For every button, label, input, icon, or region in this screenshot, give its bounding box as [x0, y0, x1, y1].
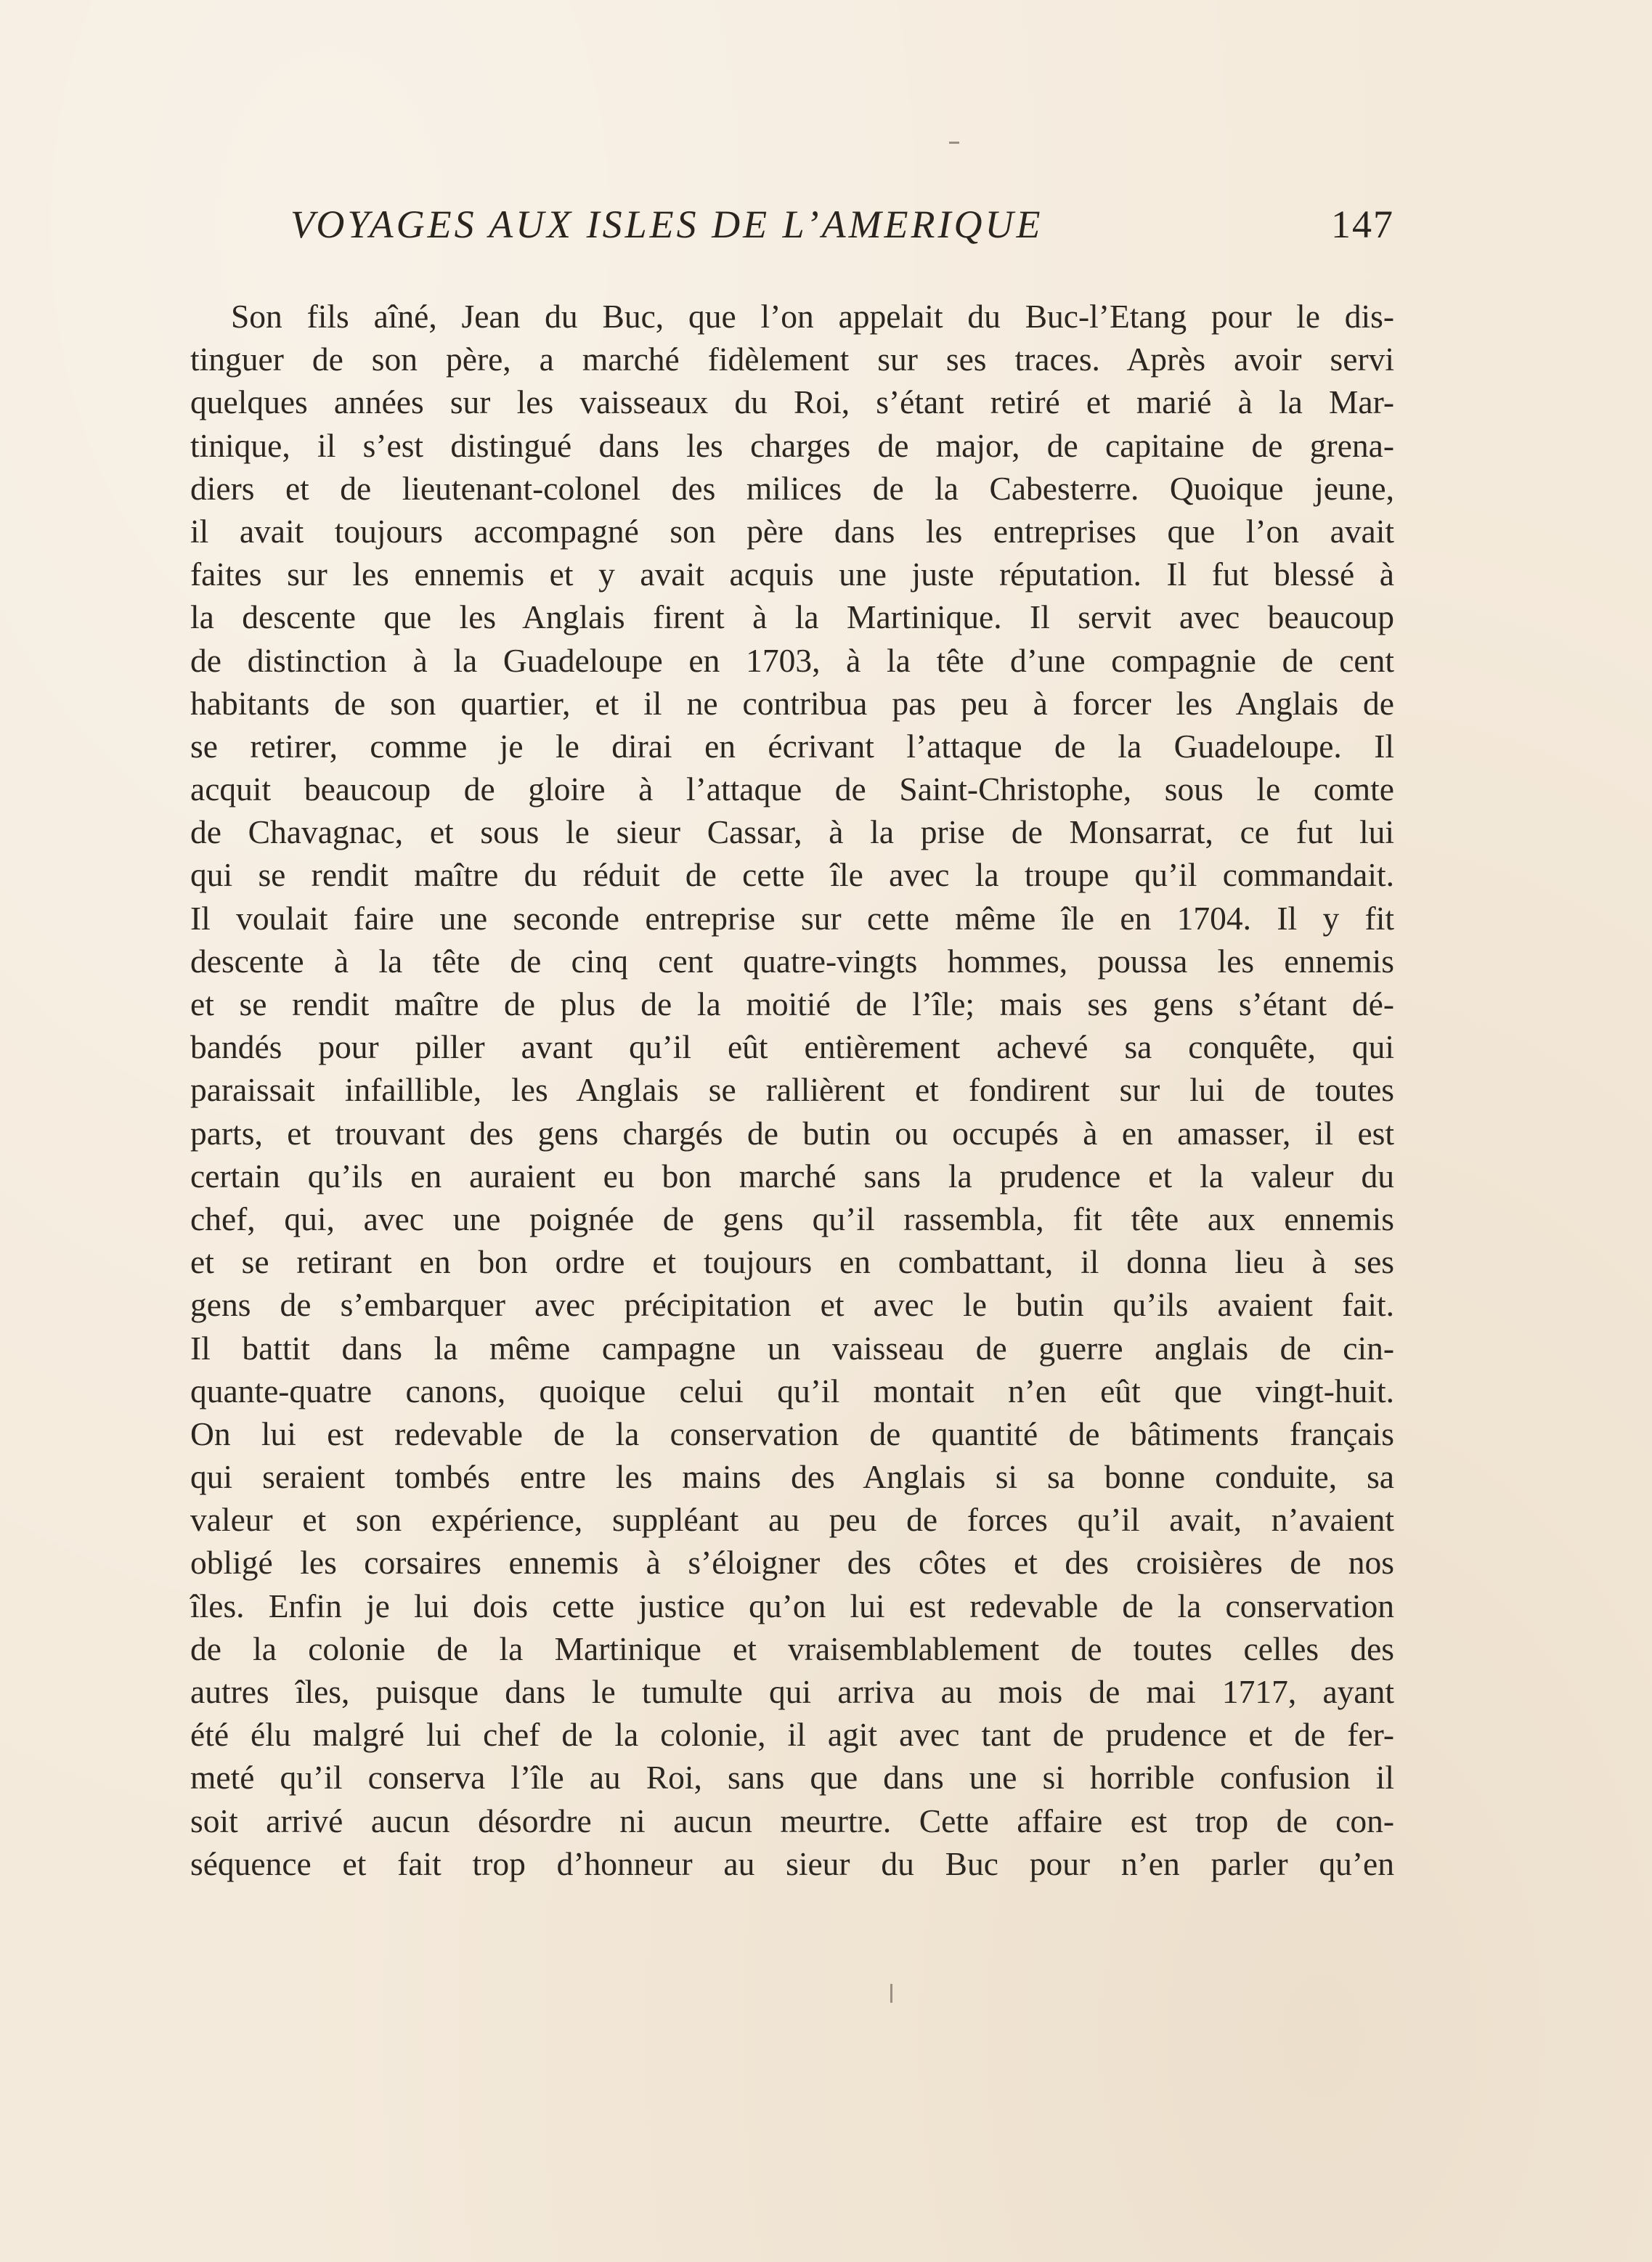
text-line: gens de s’embarquer avec précipitation et avec le butin qu’ils avaient fait. [190, 1286, 1394, 1324]
text-line: qui se rendit maître du réduit de cette île avec la troupe qu’il commandait. [190, 856, 1394, 894]
text-line: de Chavagnac, et sous le sieur Cassar, à la prise de Monsarrat, ce fut lui [190, 813, 1394, 851]
text-line: diers et de lieutenant-colonel des milices de la Cabesterre. Quoique jeune, [190, 469, 1394, 507]
text-line: acquit beaucoup de gloire à l’attaque de Saint-Christophe, sous le comte [190, 770, 1394, 808]
text-line: Il battit dans la même campagne un vaisseau de guerre anglais de cin- [190, 1329, 1394, 1367]
text-line: la descente que les Anglais firent à la Martinique. Il servit avec beaucoup [190, 598, 1394, 636]
text-line: meté qu’il conserva l’île au Roi, sans que dans une si horrible confusion il [190, 1759, 1394, 1797]
text-line: obligé les corsaires ennemis à s’éloigner des côtes et des croisières de nos [190, 1544, 1394, 1582]
text-line: se retirer, comme je le dirai en écrivant l’attaque de la Guadeloupe. Il [190, 727, 1394, 765]
text-line: Il voulait faire une seconde entreprise sur cette même île en 1704. Il y fit [190, 899, 1394, 937]
text-line: été élu malgré lui chef de la colonie, il agit avec tant de prudence et de fer- [190, 1716, 1394, 1754]
running-title: VOYAGES AUX ISLES DE L’AMERIQUE [290, 203, 1043, 246]
body-paragraph [190, 295, 1394, 1885]
text-line: îles. Enfin je lui dois cette justice qu’on lui est redevable de la conservation [190, 1587, 1394, 1624]
text-line: habitants de son quartier, et il ne contribua pas peu à forcer les Anglais de [190, 684, 1394, 722]
ink-speck [949, 142, 959, 144]
text-line: il avait toujours accompagné son père dans les entreprises que l’on avait [190, 512, 1394, 550]
text-line: qui seraient tombés entre les mains des Anglais si sa bonne conduite, sa [190, 1458, 1394, 1496]
running-header [290, 202, 1394, 267]
text-line: bandés pour piller avant qu’il eût entièrement achevé sa conquête, qui [190, 1028, 1394, 1066]
text-line: de la colonie de la Martinique et vraisemblablement de toutes celles des [190, 1630, 1394, 1667]
text-line: quante-quatre canons, quoique celui qu’il montait n’en eût que vingt-huit. [190, 1372, 1394, 1409]
text-line: Son fils aîné, Jean du Buc, que l’on appelait du Buc-l’Etang pour le dis- [231, 298, 1394, 335]
text-line: tinique, il s’est distingué dans les charges de major, de capitaine de grena- [190, 426, 1394, 464]
text-line: quelques années sur les vaisseaux du Roi, s’étant retiré et marié à la Mar- [190, 383, 1394, 421]
text-line: séquence et fait trop d’honneur au sieur du Buc pour n’en parler qu’en [190, 1844, 1394, 1882]
text-line: descente à la tête de cinq cent quatre-vingts hommes, poussa les ennemis [190, 942, 1394, 980]
text-line: de distinction à la Guadeloupe en 1703, à la tête d’une compagnie de cent [190, 641, 1394, 679]
text-line: valeur et son expérience, suppléant au peu de forces qu’il avait, n’avaient [190, 1501, 1394, 1539]
text-line: certain qu’ils en auraient eu bon marché sans la prudence et la valeur du [190, 1157, 1394, 1195]
text-line: soit arrivé aucun désordre ni aucun meurtre. Cette affaire est trop de con- [190, 1802, 1394, 1839]
text-line: faites sur les ennemis et y avait acquis une juste réputation. Il fut blessé à [190, 556, 1394, 593]
text-line: paraissait infaillible, les Anglais se rallièrent et fondirent sur lui de toutes [190, 1071, 1394, 1109]
text-line: autres îles, puisque dans le tumulte qui arriva au mois de mai 1717, ayant [190, 1673, 1394, 1710]
text-line: parts, et trouvant des gens chargés de butin ou occupés à en amasser, il est [190, 1114, 1394, 1152]
text-line: et se rendit maître de plus de la moitié de l’île; mais ses gens s’étant dé- [190, 985, 1394, 1022]
text-line: chef, qui, avec une poignée de gens qu’il rassembla, fit tête aux ennemis [190, 1200, 1394, 1237]
text-line: On lui est redevable de la conservation de quantité de bâtiments français [190, 1415, 1394, 1452]
ink-speck [890, 1984, 892, 2003]
text-line: tinguer de son père, a marché fidèlement sur ses traces. Après avoir servi [190, 341, 1394, 378]
page-number: 147 [1331, 203, 1394, 246]
text-line: et se retirant en bon ordre et toujours en combattant, il donna lieu à ses [190, 1243, 1394, 1281]
